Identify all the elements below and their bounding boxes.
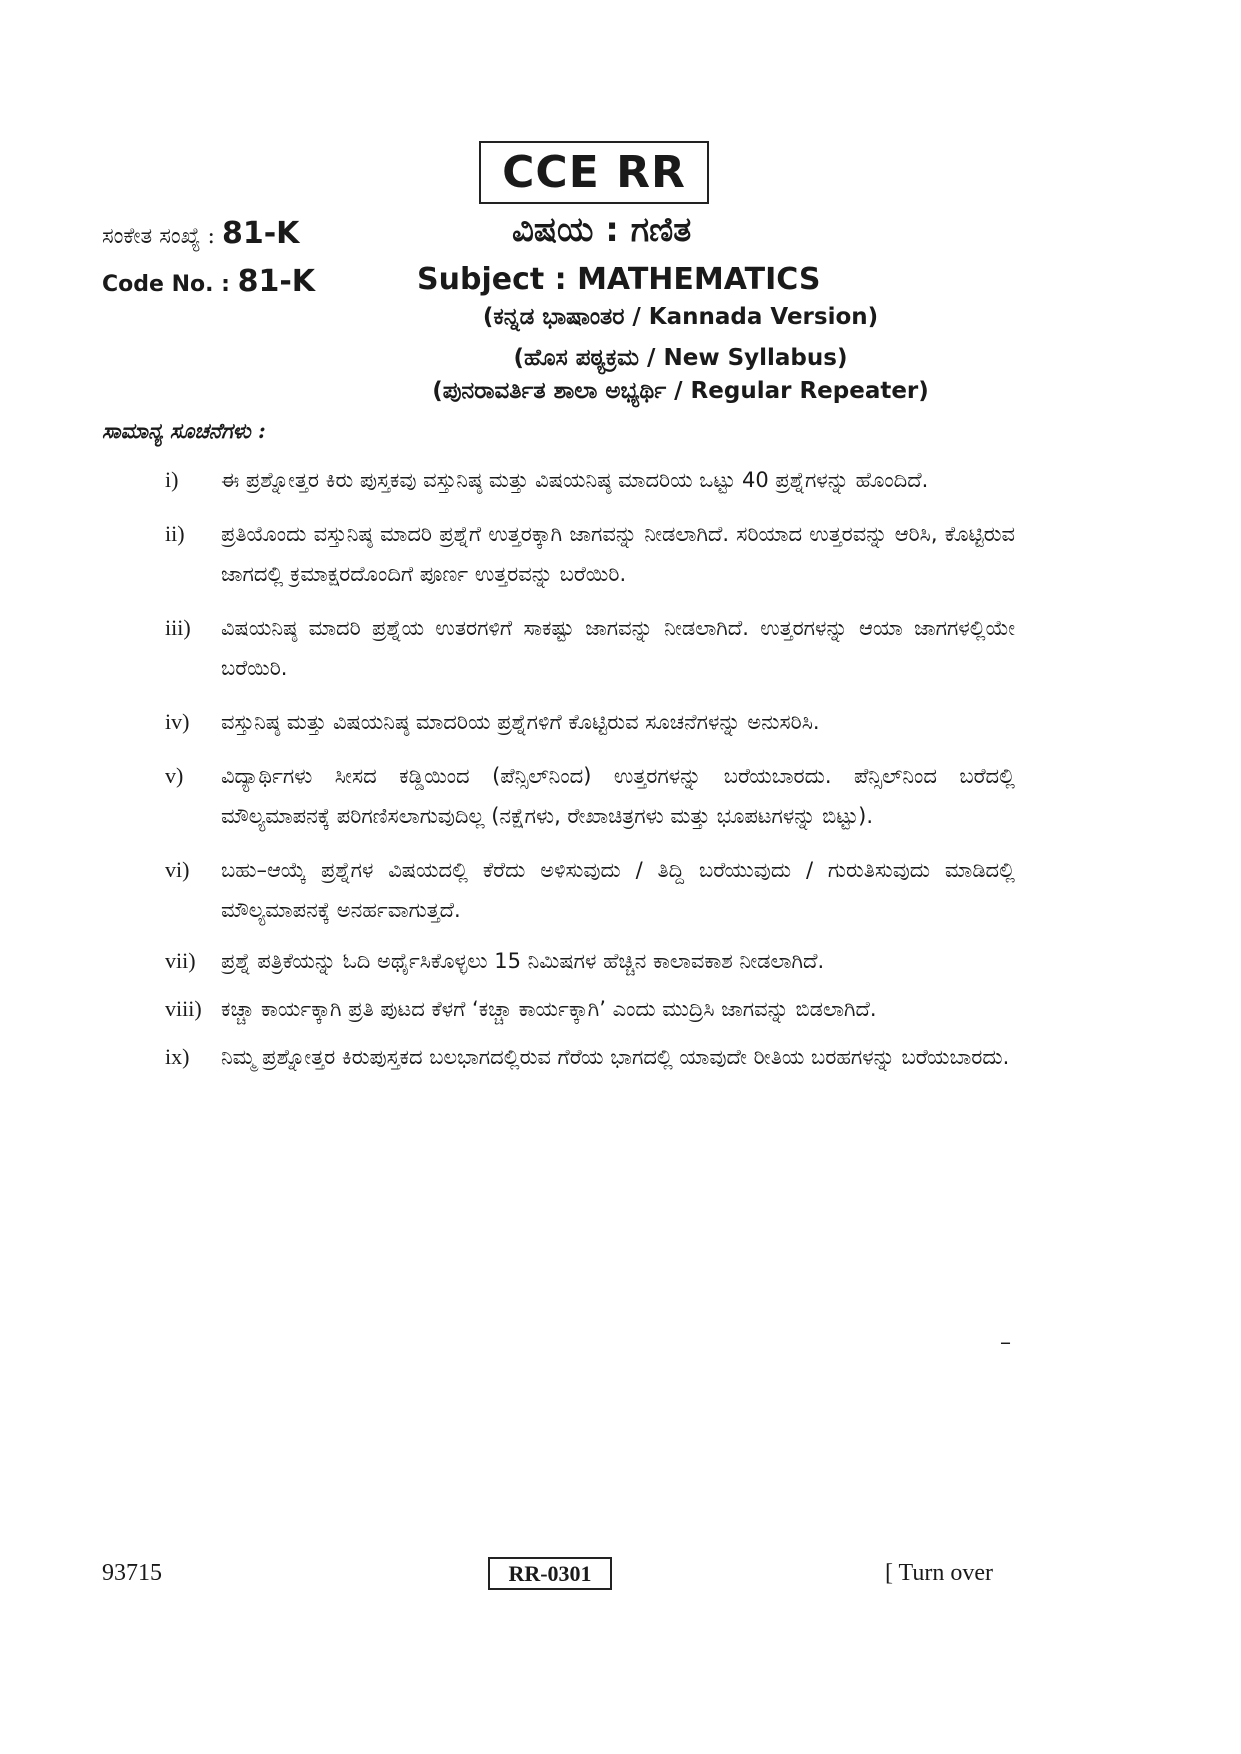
code-number-english xyxy=(102,264,315,299)
code-number-kannada xyxy=(102,216,299,251)
instruction-item xyxy=(165,1040,1015,1074)
instruction-number: ii) xyxy=(165,521,185,546)
version-line: (ಕನ್ನಡ ಭಾಷಾಂತರ / Kannada Version) xyxy=(482,304,879,330)
instruction-item xyxy=(165,756,1015,836)
footer-paper-code-box xyxy=(488,1557,612,1590)
subject-english: Subject : MATHEMATICS xyxy=(417,262,821,297)
instruction-number: v) xyxy=(165,763,184,788)
code-en-label: Code No. : xyxy=(102,272,238,297)
instruction-item xyxy=(165,850,1015,930)
code-kn-value: 81-K xyxy=(221,216,300,251)
instruction-number: vi) xyxy=(165,857,190,882)
instruction-text: ಬಹು–ಆಯ್ಕೆ ಪ್ರಶ್ನೆಗಳ ವಿಷಯದಲ್ಲಿ ಕೆರೆದು ಅಳಿಸುವುದು / ತಿದ್ದಿ ಬರೆಯುವುದು / ಗುರುತಿಸುವುದು ಮಾಡಿದಲ್ಲಿ ಮೌಲ್ಯಮಾಪನಕ್ಕೆ ಅನರ್ಹವಾಗುತ್ತದೆ. xyxy=(221,858,1015,922)
instruction-text: ವಿದ್ಯಾರ್ಥಿಗಳು ಸೀಸದ ಕಡ್ಡಿಯಿಂದ (ಪೆನ್ಸಿಲ್‌ನಿಂದ) ಉತ್ತರಗಳನ್ನು ಬರೆಯಬಾರದು. ಪೆನ್ಸಿಲ್‌ನಿಂದ ಬರೆದಲ್ಲಿ ಮೌಲ್ಯಮಾಪನಕ್ಕೆ ಪರಿಗಣಿಸಲಾಗುವುದಿಲ್ಲ (ನಕ್ಷೆಗಳು, ರೇಖಾಚಿತ್ರಗಳು ಮತ್ತು ಭೂಪಟಗಳನ್ನು ಬಿಟ್ಟು). xyxy=(221,764,1015,828)
instruction-item xyxy=(165,944,1015,978)
instruction-text: ನಿಮ್ಮ ಪ್ರಶ್ನೋತ್ತರ ಕಿರುಪುಸ್ತಕದ ಬಲಭಾಗದಲ್ಲಿರುವ ಗೆರೆಯ ಭಾಗದಲ್ಲಿ ಯಾವುದೇ ರೀತಿಯ ಬರಹಗಳನ್ನು ಬರೆಯಬಾರದು. xyxy=(221,1045,1010,1069)
candidate-line: (ಪುನರಾವರ್ತಿತ ಶಾಲಾ ಅಭ್ಯರ್ಥಿ / Regular Repeater) xyxy=(432,378,929,404)
exam-title: CCE RR xyxy=(502,147,686,198)
instruction-number: vii) xyxy=(165,948,196,973)
exam-title-box xyxy=(479,141,709,204)
instruction-item xyxy=(165,514,1015,594)
footer-serial-number: 93715 xyxy=(102,1560,162,1586)
instruction-text: ಪ್ರತಿಯೊಂದು ವಸ್ತುನಿಷ್ಠ ಮಾದರಿ ಪ್ರಶ್ನೆಗೆ ಉತ್ತರಕ್ಕಾಗಿ ಜಾಗವನ್ನು ನೀಡಲಾಗಿದೆ. ಸರಿಯಾದ ಉತ್ತರವನ್ನು ಆರಿಸಿ, ಕೊಟ್ಟಿರುವ ಜಾಗದಲ್ಲಿ ಕ್ರಮಾಕ್ಷರದೊಂದಿಗೆ ಪೂರ್ಣ ಉತ್ತರವನ್ನು ಬರೆಯಿರಿ. xyxy=(221,522,1015,586)
instruction-text: ಪ್ರಶ್ನೆ ಪತ್ರಿಕೆಯನ್ನು ಓದಿ ಅರ್ಥೈಸಿಕೊಳ್ಳಲು 15 ನಿಮಿಷಗಳ ಹೆಚ್ಚಿನ ಕಾಲಾವಕಾಶ ನೀಡಲಾಗಿದೆ. xyxy=(221,949,825,973)
instruction-text: ವಿಷಯನಿಷ್ಠ ಮಾದರಿ ಪ್ರಶ್ನೆಯ ಉತರಗಳಿಗೆ ಸಾಕಷ್ಟು ಜಾಗವನ್ನು ನೀಡಲಾಗಿದೆ. ಉತ್ತರಗಳನ್ನು ಆಯಾ ಜಾಗಗಳಲ್ಲಿಯೇ ಬರೆಯಿರಿ. xyxy=(221,616,1015,680)
instruction-number: iii) xyxy=(165,615,191,640)
instructions-list xyxy=(165,460,1015,1088)
subject-kannada: ವಿಷಯ : ಗಣಿತ xyxy=(512,210,692,250)
general-instructions-title: ಸಾಮಾನ್ಯ ಸೂಚನೆಗಳು : xyxy=(102,418,266,443)
footer-paper-code: RR-0301 xyxy=(508,1560,592,1586)
syllabus-line: (ಹೊಸ ಪಠ್ಯಕ್ರಮ / New Syllabus) xyxy=(513,345,848,371)
instruction-text: ಈ ಪ್ರಶ್ನೋತ್ತರ ಕಿರು ಪುಸ್ತಕವು ವಸ್ತುನಿಷ್ಠ ಮತ್ತು ವಿಷಯನಿಷ್ಠ ಮಾದರಿಯ ಒಟ್ಟು 40 ಪ್ರಶ್ನೆಗಳನ್ನು ಹೊಂದಿದೆ. xyxy=(221,468,929,492)
page-dash-mark: – xyxy=(1000,1330,1011,1355)
instruction-item xyxy=(165,608,1015,688)
instruction-number: iv) xyxy=(165,709,190,734)
instruction-item xyxy=(165,702,1015,742)
instruction-text: ಕಚ್ಚಾ ಕಾರ್ಯಕ್ಕಾಗಿ ಪ್ರತಿ ಪುಟದ ಕೆಳಗೆ ‘ಕಚ್ಚಾ ಕಾರ್ಯಕ್ಕಾಗಿ’ ಎಂದು ಮುದ್ರಿಸಿ ಜಾಗವನ್ನು ಬಿಡಲಾಗಿದೆ. xyxy=(221,997,877,1021)
instruction-item xyxy=(165,460,1015,500)
instruction-number: i) xyxy=(165,467,179,492)
instruction-text: ವಸ್ತುನಿಷ್ಠ ಮತ್ತು ವಿಷಯನಿಷ್ಠ ಮಾದರಿಯ ಪ್ರಶ್ನೆಗಳಿಗೆ ಕೊಟ್ಟಿರುವ ಸೂಚನೆಗಳನ್ನು ಅನುಸರಿಸಿ. xyxy=(221,710,820,734)
code-kn-label: ಸಂಕೇತ ಸಂಖ್ಯೆ : xyxy=(102,224,222,249)
footer-turn-over: [ Turn over xyxy=(885,1560,994,1586)
instruction-number: viii) xyxy=(165,996,202,1021)
code-en-value: 81-K xyxy=(237,264,316,299)
instruction-item xyxy=(165,992,1015,1026)
instruction-number: ix) xyxy=(165,1044,190,1069)
